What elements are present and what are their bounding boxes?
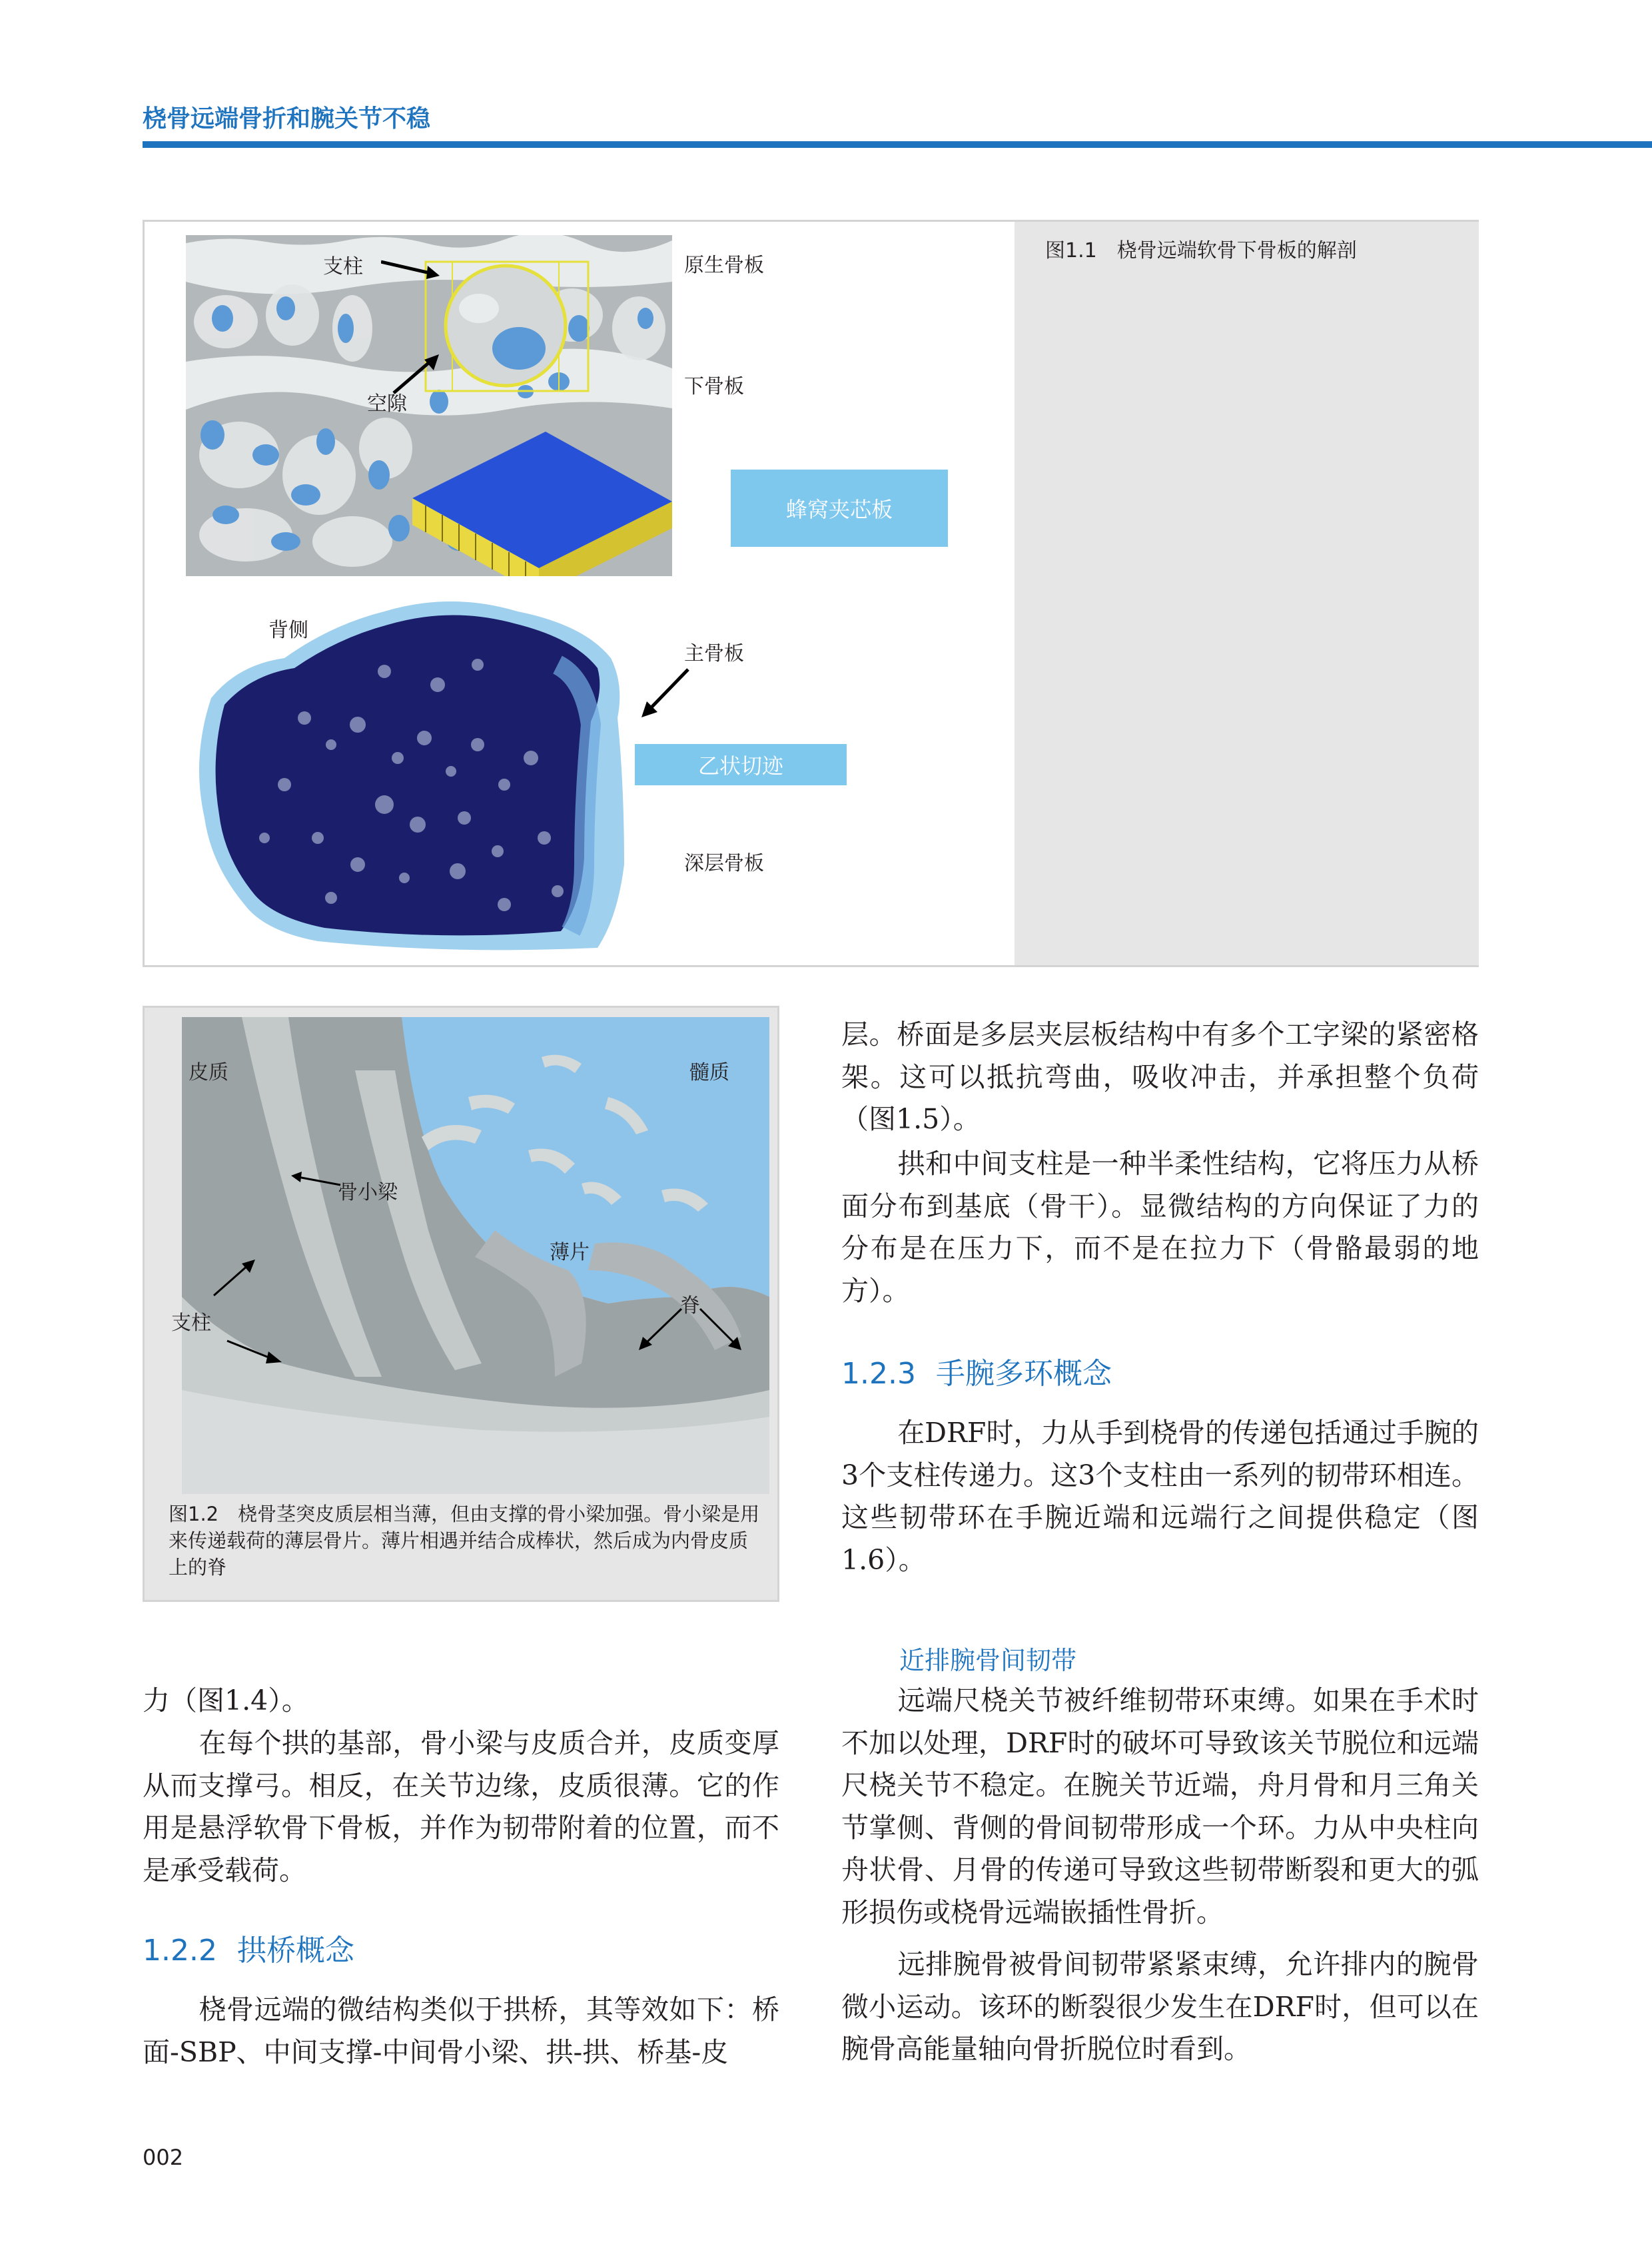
page-number: 002 (143, 2145, 184, 2170)
right-paragraph-1: 层。桥面是多层夹层板结构中有多个工字梁的紧密格架。这可以抵抗弯曲，吸收冲击，并承担整个负荷（图1.5）。 (841, 1018, 1479, 1135)
right-paragraph-2-text: 拱和中间支柱是一种半柔性结构，它将压力从桥面分布到基底（骨干）。显微结构的方向保证了力的分布是在压力下，而不是在拉力下（骨骼最弱的地方）。 (841, 1148, 1479, 1307)
arrow-strut-icon (381, 255, 441, 282)
label-ridge: 脊 (680, 1294, 700, 1317)
left-paragraph-3 (143, 1989, 779, 2073)
figure-1-1-caption: 图1.1 桡骨远端软骨下骨板的解剖 (1045, 239, 1357, 262)
figure-1-1-caption-panel (1015, 222, 1479, 965)
label-lamella: 薄片 (550, 1241, 590, 1264)
section-1-2-3-heading (841, 1349, 1112, 1392)
right-paragraph-2 (841, 1143, 1479, 1312)
left-paragraph-2 (143, 1722, 779, 1892)
arrow-strut-up-icon (211, 1258, 264, 1298)
arrow-strut-down-icon (224, 1338, 284, 1365)
label-trabecula: 骨小梁 (338, 1181, 398, 1204)
right-paragraph-5-text: 远排腕骨被骨间韧带紧紧束缚，允许排内的腕骨微小运动。该环的断裂很少发生在DRF时，但可以在腕骨高能量轴向骨折脱位时看到。 (841, 1948, 1479, 2065)
label-medulla: 髓质 (689, 1061, 729, 1084)
figure-1-1 (143, 220, 1479, 967)
trabecular-bone-illustration (186, 235, 672, 576)
header-rule (143, 141, 1652, 148)
right-paragraph-5 (841, 1944, 1479, 2071)
left-paragraph-2-text: 在每个拱的基部，骨小梁与皮质合并，皮质变厚从而支撑弓。相反，在关节边缘，皮质很薄。它的作用是悬浮软骨下骨板，并作为韧带附着的位置，而不是承受载荷。 (143, 1727, 779, 1886)
label-strut: 支柱 (171, 1311, 211, 1335)
label-cortex: 皮质 (189, 1061, 228, 1084)
section-1-2-2-heading (143, 1926, 354, 1969)
label-dorsal: 背侧 (268, 619, 308, 642)
section-title: 拱桥概念 (236, 1934, 354, 1968)
label-deep-plate: 深层骨板 (684, 852, 764, 875)
label-primary-plate: 原生骨板 (684, 254, 764, 277)
label-strut: 支柱 (323, 255, 363, 278)
bone-cross-section-render (185, 585, 672, 954)
section-number: 1.2.3 (841, 1357, 916, 1391)
figure-1-2-caption: 图1.2 桡骨茎突皮质层相当薄，但由支撑的骨小梁加强。骨小梁是用来传递载荷的薄层骨片。薄片相遇并结合成棒状，然后成为内骨皮质上的脊 (169, 1503, 760, 1579)
arrow-void-icon (391, 352, 444, 398)
figure-1-2 (143, 1006, 779, 1602)
arrow-ridge-right-icon (697, 1306, 744, 1353)
arrow-trabecula-icon (290, 1172, 343, 1192)
label-subchondral-plate: 下骨板 (684, 375, 744, 398)
trabecular-bone-render (186, 235, 672, 576)
right-paragraph-4-text: 远端尺桡关节被纤维韧带环束缚。如果在手术时不加以处理，DRF时的破坏可导致该关节脱位和远端尺桡关节不稳定。在腕关节近端，舟月骨和月三角关节掌侧、背侧的骨间韧带形成一个环。力从中央柱向舟状骨、月骨的传递可导致这些韧带断裂和更大的弧形损伤或桡骨远端嵌插性骨折。 (841, 1684, 1479, 1928)
running-header: 桡骨远端骨折和腕关节不稳 (143, 105, 431, 133)
cross-section-illustration (185, 585, 672, 954)
radial-styloid-illustration (182, 1017, 769, 1494)
subsection-heading: 近排腕骨间韧带 (899, 1646, 1077, 1675)
label-void: 空隙 (367, 392, 407, 416)
left-paragraph-3-text: 桡骨远端的微结构类似于拱桥，其等效如下：桥面-SBP、中间支撑-中间骨小梁、拱-拱、桥基-皮 (143, 1994, 779, 2068)
right-paragraph-4 (841, 1680, 1479, 1934)
label-sigmoid-notch: 乙状切迹 (635, 744, 847, 785)
radial-styloid-render (182, 1017, 769, 1494)
arrow-ridge-left-icon (637, 1306, 684, 1353)
right-paragraph-3 (841, 1412, 1479, 1581)
section-number: 1.2.2 (143, 1934, 217, 1968)
label-main-plate: 主骨板 (684, 642, 744, 665)
right-paragraph-3-text: 在DRF时，力从手到桡骨的传递包括通过手腕的3个支柱传递力。这3个支柱由一系列的韧带环相连。这些韧带环在手腕近端和远端行之间提供稳定（图1.6）。 (841, 1417, 1479, 1576)
left-paragraph-1: 力（图1.4）。 (143, 1684, 309, 1716)
section-title: 手腕多环概念 (935, 1357, 1112, 1391)
arrow-main-plate-icon (637, 667, 691, 720)
label-honeycomb-panel: 蜂窝夹芯板 (731, 470, 948, 547)
